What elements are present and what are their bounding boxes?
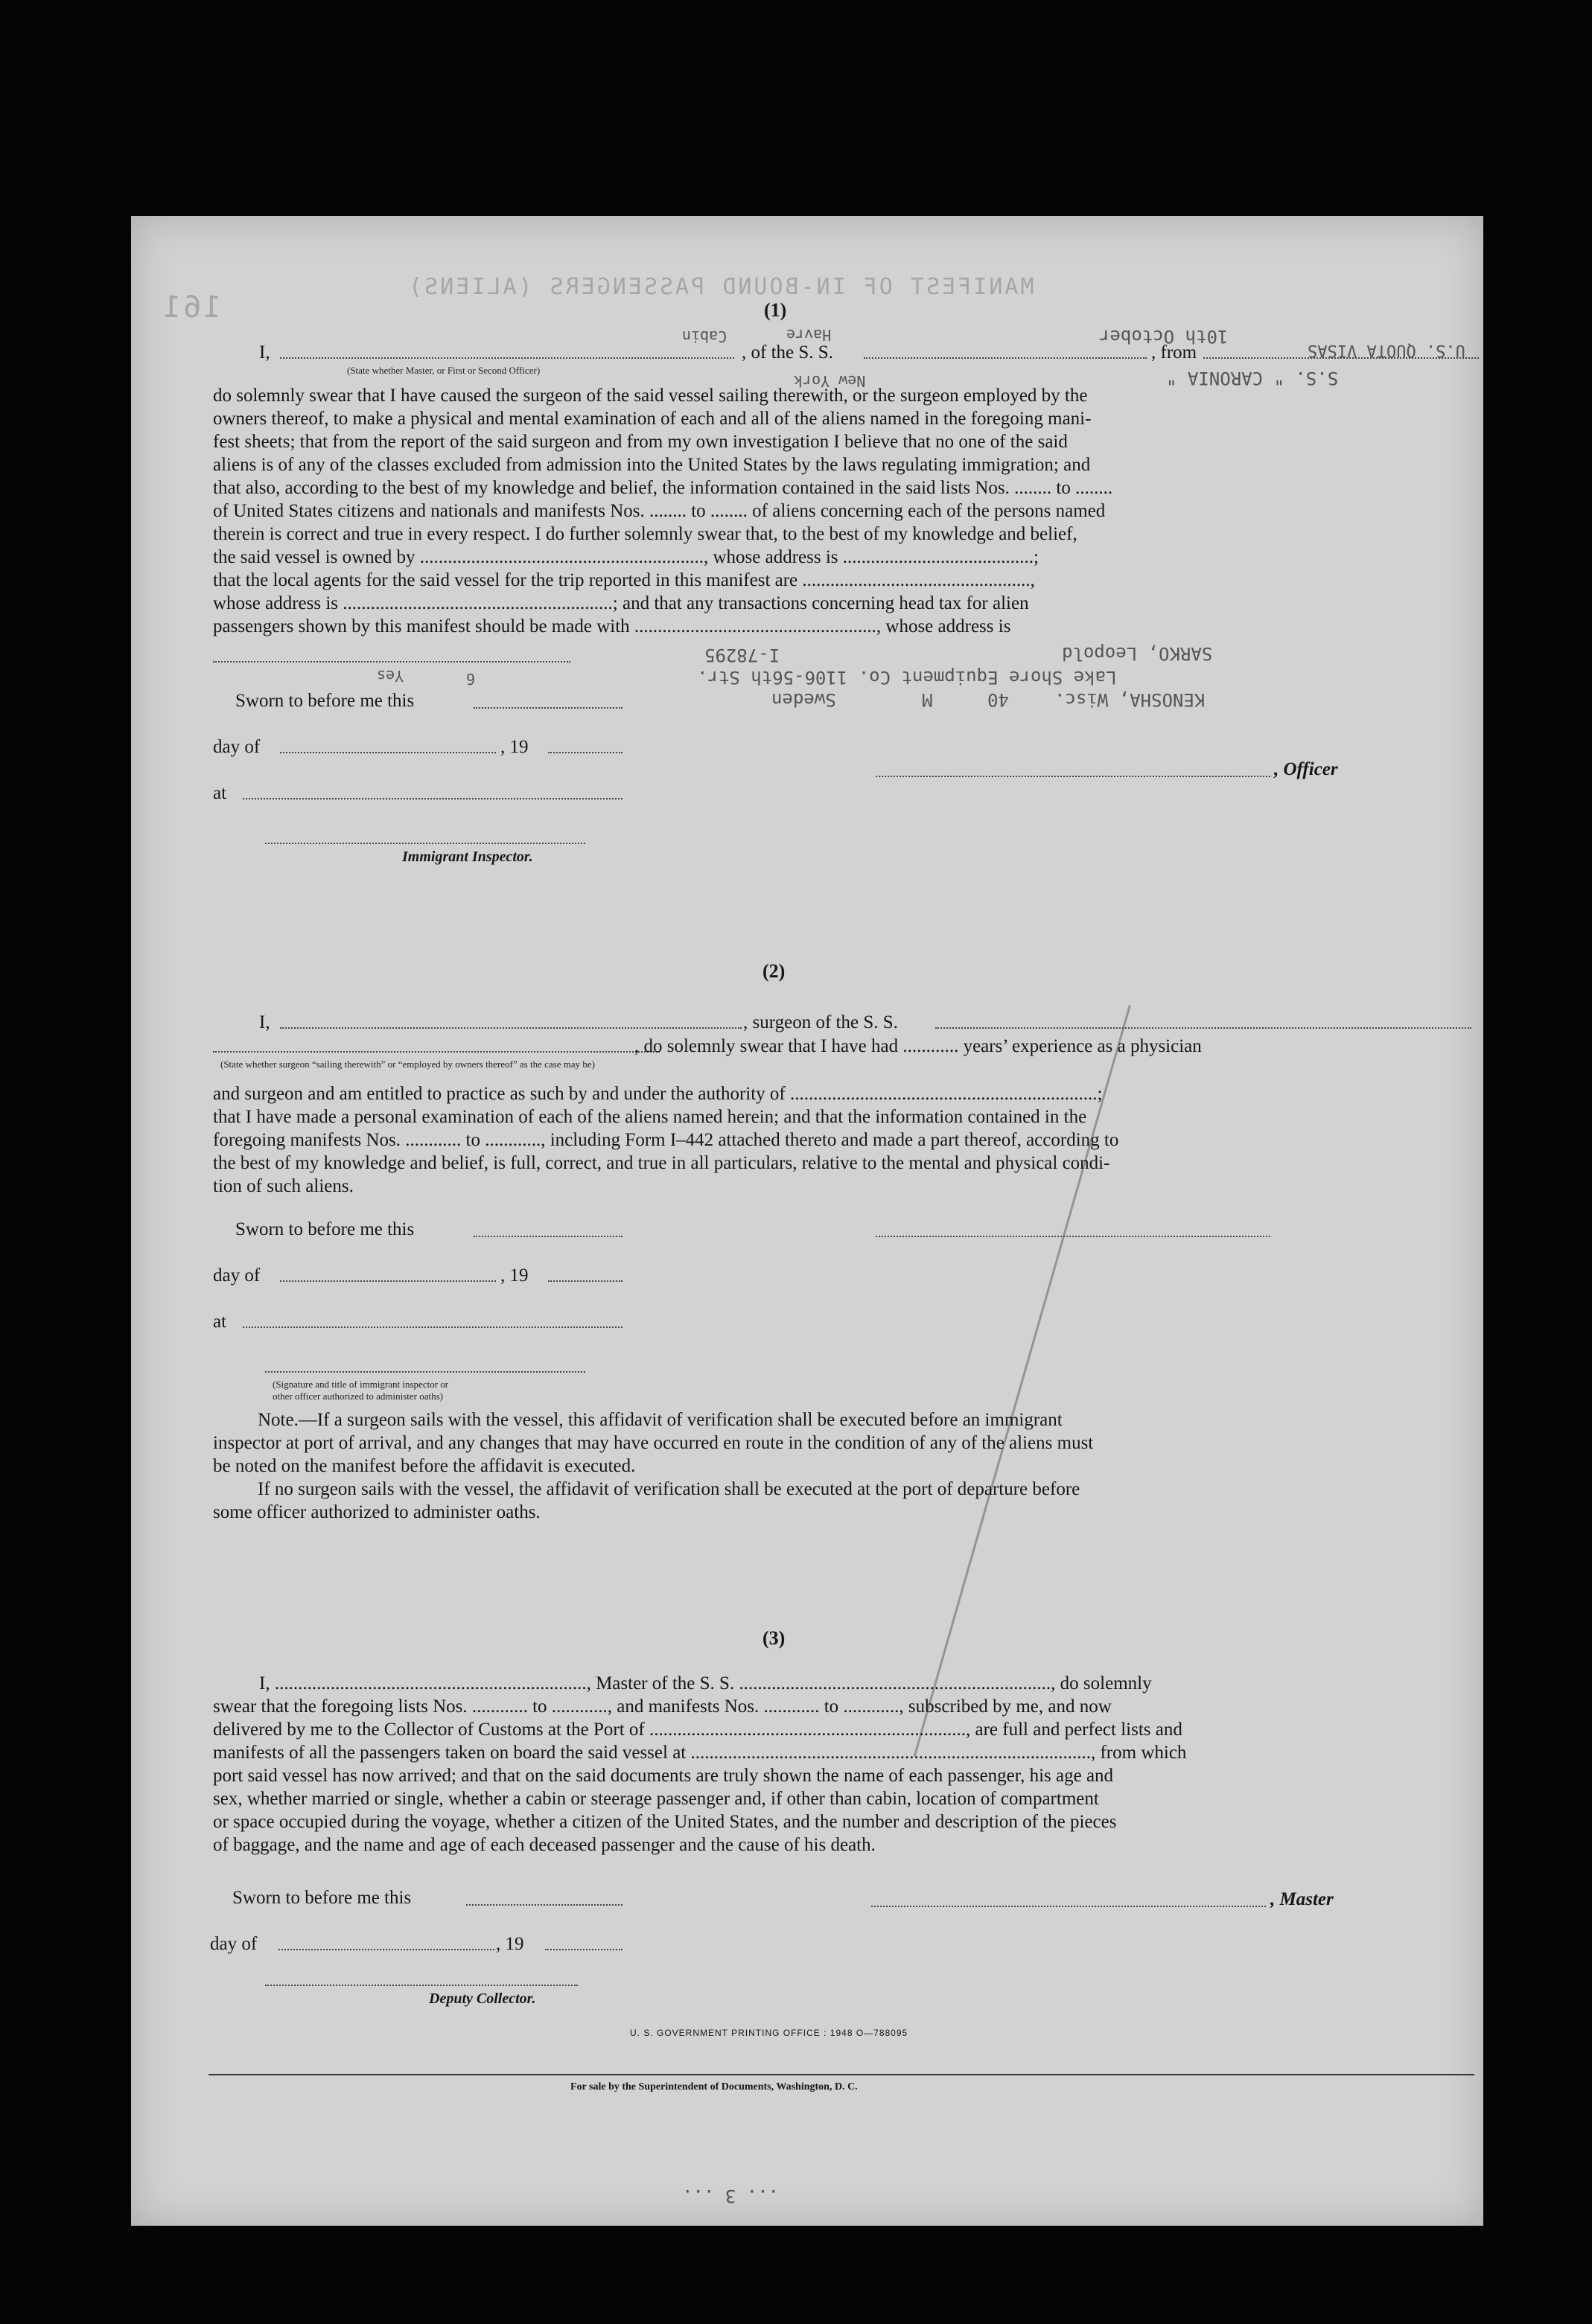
typed-row3-age: 40 bbox=[987, 689, 1009, 710]
section-2-at-field bbox=[243, 1327, 623, 1328]
typed-six: 6 bbox=[466, 670, 476, 688]
typed-cabin: Cabin bbox=[682, 328, 727, 345]
section-2-number: (2) bbox=[762, 960, 786, 982]
section-2-surgeon-of: , surgeon of the S. S. bbox=[743, 1012, 898, 1032]
section-1-sworn-field bbox=[474, 707, 623, 709]
section-2-body: and surgeon and am entitled to practice as such by and under the authority of ..................................................................; that I have made a personal examination of each of the aliens named herein; and that the information contained in the foregoing manifests Nos. ............ to ............, including Form I–442 attached thereto and made a part thereof, according to the best of my knowledge and belief, is full, correct, and true in all particulars, relative to the mental and physical condi- tion of such aliens. bbox=[213, 1084, 1119, 1196]
section-2-at: at bbox=[213, 1312, 227, 1332]
typed-port: Havre bbox=[786, 326, 832, 344]
section-2-year: , 19 bbox=[500, 1265, 529, 1286]
section-2-line1-start: I, bbox=[259, 1012, 270, 1032]
section-3-body: I, ..................................................................., Master of the S. S. ..................................................................., do solemnly swear that the foregoing lists Nos. ............ to ............, and manifests Nos. ............ to ............, subscribed by me, and now delivered by me to the Collector of Customs at the Port of ...................................................................., are full and perfect lists and manifests of all the passengers taken on board the said vessel at ......................................................................................, from which port said vessel has now arrived; and that on the said documents are truly shown the name of each passenger, his age and sex, whether married or single, whether a cabin or steerage passenger and, if other than cabin, location of compartment or space occupied during the voyage, whether a citizen of the United States, and the number and description of the pieces of baggage, and the name and age of each deceased passenger and the cause of his death. bbox=[213, 1673, 1187, 1855]
section-2-capacity-field bbox=[213, 1051, 660, 1053]
typed-row1: SARKO, Leopold bbox=[1062, 643, 1213, 664]
section-1-of-ss: , of the S. S. bbox=[742, 342, 833, 363]
section-3-sworn: Sworn to before me this bbox=[232, 1888, 412, 1908]
section-3-year: , 19 bbox=[496, 1934, 524, 1954]
section-3-collector: Deputy Collector. bbox=[429, 1991, 536, 2007]
section-1-year: , 19 bbox=[500, 737, 529, 757]
section-2-signature-field bbox=[876, 1236, 1270, 1237]
bleed-through-page-number: 161 bbox=[161, 290, 222, 325]
inspector-signature-field bbox=[265, 843, 585, 844]
section-1-line1-start: I, bbox=[259, 342, 270, 363]
surgeon-name-field bbox=[280, 1027, 742, 1029]
section-1-inspector: Immigrant Inspector. bbox=[402, 849, 533, 865]
from-port-field bbox=[1203, 357, 1479, 359]
section-2-official-signature-field bbox=[265, 1371, 585, 1373]
vessel-name-field bbox=[864, 357, 1147, 359]
officer-name-field bbox=[280, 357, 734, 359]
section-2-year-field bbox=[548, 1280, 623, 1282]
section-2-day-of: day of bbox=[213, 1265, 261, 1286]
typed-row3-sex: M bbox=[922, 689, 933, 710]
bleed-through-header: MANIFEST OF IN-BOUND PASSENGERS (ALIENS) bbox=[407, 274, 1034, 300]
section-3-day-of: day of bbox=[210, 1934, 258, 1954]
section-1-sworn: Sworn to before me this bbox=[235, 691, 415, 711]
typed-row3: KENOSHA, Wisc. bbox=[1054, 689, 1206, 710]
typed-row2: Lake Shore Equipment Co. 1106-56th Str. bbox=[697, 667, 1117, 688]
section-1-day-of: day of bbox=[213, 737, 261, 757]
section-1-day-field bbox=[280, 752, 496, 753]
section-2-sworn: Sworn to before me this bbox=[235, 1219, 415, 1239]
printing-office-line: U. S. GOVERNMENT PRINTING OFFICE : 1948 O—788095 bbox=[630, 2028, 908, 2038]
for-sale-notice: For sale by the Superintendent of Documents, Washington, D. C. bbox=[570, 2081, 858, 2092]
typed-city: New York bbox=[794, 372, 866, 390]
section-1-year-field bbox=[548, 752, 623, 753]
section-3-number: (3) bbox=[762, 1627, 786, 1649]
typed-vessel: S.S. " CARONIA " bbox=[1166, 368, 1339, 389]
section-2-sig-caption-1: (Signature and title of immigrant inspector or bbox=[273, 1379, 449, 1390]
section-1-body: do solemnly swear that I have caused the surgeon of the said vessel sailing therewith, or the surgeon employed by the owners thereof, to make a physical and mental examination of each and all of the aliens named in the foregoing mani- fest sheets; that from the report of the said surgeon and from my own investigation I believe that no one of the said aliens is of any of the classes excluded from admission into the United States by the laws regulating immigration; and that also, according to the best of my knowledge and belief, the information contained in the said lists Nos. ........ to ........ of United States citizens and nationals and manifests Nos. ........ to ........ of aliens concerning each of the persons named therein is correct and true in every respect. I do further solemnly swear that, to the best of my knowledge and belief, the said vessel is owned by ............................................................., whose address is .........................................; that the local agents for the said vessel for the trip reported in this manifest are ................................................., whose address is ..........................................................; and that any transactions concerning head tax for alien passengers shown by this manifest should be made with ...................................................., whose address is bbox=[213, 386, 1113, 636]
typed-yes: Yes bbox=[377, 667, 404, 685]
section-2-note: Note.—If a surgeon sails with the vessel, this affidavit of verification shall be executed before an immigrant inspector at port of arrival, and any changes that may have occurred en route in the condition of any of the aliens must be noted on the manifest before the affidavit is executed. If no surgeon sails with the vessel, the affidavit of verification shall be executed at the port of departure before some officer authorized to administer oaths. bbox=[213, 1410, 1094, 1522]
section-3-master: , Master bbox=[1270, 1889, 1334, 1909]
typed-date: 10th October bbox=[1099, 326, 1229, 347]
section-3-year-field bbox=[545, 1949, 623, 1950]
section-3-day-field bbox=[278, 1949, 494, 1950]
section-1-caption: (State whether Master, or First or Second Officer) bbox=[347, 365, 541, 376]
section-1-at: at bbox=[213, 783, 227, 803]
typed-visa: I-78295 bbox=[704, 645, 780, 665]
section-2-vessel-field bbox=[935, 1027, 1471, 1029]
section-1-number: (1) bbox=[764, 299, 787, 321]
section-2-caption: (State whether surgeon “sailing therewith” or “employed by owners thereof” as the case may be) bbox=[220, 1059, 595, 1070]
typed-vessel-from: U.S. QUOTA VISAS bbox=[1308, 341, 1465, 360]
master-signature-field bbox=[871, 1906, 1266, 1907]
section-1-at-field bbox=[243, 798, 623, 799]
footer-rule bbox=[208, 2074, 1474, 2075]
section-1-officer: , Officer bbox=[1274, 759, 1338, 779]
address-continuation-field bbox=[213, 661, 570, 663]
officer-signature-field bbox=[876, 776, 1270, 777]
section-1-from: , from bbox=[1151, 342, 1197, 363]
section-2-day-field bbox=[280, 1280, 496, 1282]
typed-row3-country: Sweden bbox=[771, 689, 836, 710]
section-2-sig-caption-2: other officer authorized to administer oaths) bbox=[273, 1391, 443, 1402]
section-2-sworn-field bbox=[474, 1236, 623, 1237]
collector-signature-field bbox=[265, 1985, 578, 1986]
typed-bottom: ... 3 ... bbox=[682, 2186, 780, 2206]
manifest-verification-form bbox=[131, 216, 1483, 2226]
section-3-sworn-field bbox=[466, 1904, 623, 1906]
section-2-line2: , do solemnly swear that I have had ............ years’ experience as a physician bbox=[634, 1036, 1202, 1056]
